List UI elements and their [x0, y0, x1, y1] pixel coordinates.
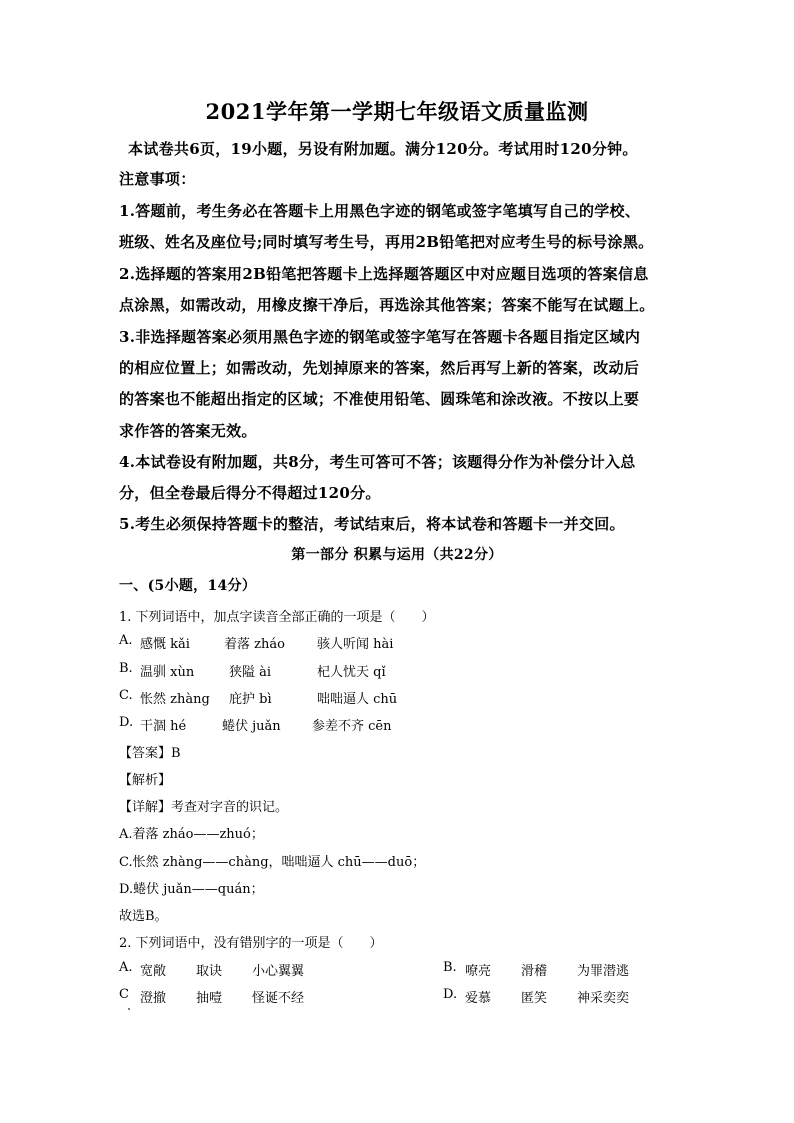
- notice-line: 4.本试卷设有附加题，共8分，考生可答可不答；该题得分作为补偿分计入总: [119, 453, 636, 471]
- q2-option-item: 取诀: [196, 964, 223, 979]
- q2-option-item: 小心翼翼: [252, 964, 305, 979]
- q2-option-label: B.: [443, 960, 457, 975]
- q1-option-label: B.: [119, 661, 133, 676]
- q1-option-item: 骇人听闻 hài: [317, 637, 394, 652]
- notice-line: 5.考生必须保持答题卡的整洁，考试结束后，将本试卷和答题卡一并交回。: [119, 515, 625, 533]
- q1-detail: 【详解】考查对字音的识记。: [119, 800, 289, 815]
- section1-heading: 一、(5小题，14分）: [119, 578, 257, 594]
- q1-analysis-tag: 【解析】: [119, 773, 172, 788]
- notice-heading: 注意事项：: [119, 170, 196, 188]
- page-title: 2021学年第一学期七年级语文质量监测: [205, 99, 589, 124]
- notice-line: 班级、姓名及座位号;同时填写考生号，再用2B铅笔把对应考生号的标号涂黑。: [119, 233, 654, 251]
- q2-option-item: 爱慕: [465, 991, 492, 1006]
- q1-option-item: 参差不齐 cēn: [312, 719, 392, 734]
- q1-explain-line: 故选B。: [119, 909, 168, 924]
- q1-option-item: 着落 zháo: [224, 637, 285, 652]
- q2-option-item: 宽敞: [140, 964, 167, 979]
- q2-option-item: 神采奕奕: [577, 991, 630, 1006]
- notice-line: 的相应位置上；如需改动，先划掉原来的答案，然后再写上新的答案，改动后: [119, 359, 640, 377]
- q2-option-item: 嘹亮: [465, 964, 492, 979]
- q1-option-item: 干涸 hé: [140, 719, 187, 734]
- notice-line: 求作答的答案无效。: [119, 422, 257, 440]
- q2-option-item: 匿笑: [521, 991, 548, 1006]
- q1-explain-line: A.着落 zháo——zhuó；: [119, 827, 264, 842]
- notice-line: 点涂黑，如需改动，用橡皮擦干净后，再选涂其他答案；答案不能写在试题上。: [119, 296, 655, 314]
- q1-explain-line: C.怅然 zhàng——chàng，咄咄逼人 chū——duō；: [119, 855, 426, 870]
- notice-line: 3.非选择题答案必须用黑色字迹的钢笔或签字笔写在答题卡各题目指定区域内: [119, 328, 641, 346]
- notice-line: 1.答题前，考生务必在答题卡上用黑色字迹的钢笔或签字笔填写自己的学校、: [119, 202, 641, 220]
- intro-text: 本试卷共6页，19小题，另设有附加题。满分120分。考试用时120分钟。: [128, 140, 638, 158]
- q2-option-item: 怪诞不经: [252, 991, 305, 1006]
- q2-option-label: C: [119, 987, 129, 1002]
- stray-dot-mark: [128, 1008, 130, 1010]
- q2-option-label: D.: [443, 987, 458, 1002]
- q2-option-item: 滑稽: [521, 964, 548, 979]
- notice-line: 分，但全卷最后得分不得超过120分。: [119, 484, 381, 502]
- part1-heading: 第一部分 积累与运用（共22分）: [291, 547, 503, 563]
- q1-option-label: A.: [119, 633, 133, 648]
- q1-option-item: 庇护 bì: [229, 692, 272, 707]
- q1-option-item: 杞人忧天 qǐ: [317, 665, 386, 680]
- q1-option-label: D.: [119, 715, 134, 730]
- q1-option-item: 狭隘 ài: [229, 665, 272, 680]
- q2-option-item: 抽噎: [196, 991, 223, 1006]
- q1-answer: 【答案】B: [119, 746, 181, 761]
- q2-option-item: 为罪潜逃: [577, 964, 630, 979]
- q2-option-label: A.: [119, 960, 133, 975]
- q1-stem: 1. 下列词语中，加点字读音全部正确的一项是（ ）: [119, 610, 435, 625]
- q1-option-label: C.: [119, 688, 133, 703]
- q1-option-item: 感慨 kǎi: [140, 637, 190, 652]
- notice-line: 2.选择题的答案用2B铅笔把答题卡上选择题答题区中对应题目选项的答案信息: [119, 265, 649, 283]
- q2-stem: 2. 下列词语中，没有错别字的一项是（ ）: [119, 936, 383, 951]
- q1-explain-line: D.蜷伏 juǎn——quán；: [119, 882, 264, 897]
- q1-option-item: 咄咄逼人 chū: [317, 692, 398, 707]
- notice-line: 的答案也不能超出指定的区域；不准使用铅笔、圆珠笔和涂改液。不按以上要: [119, 390, 640, 408]
- q1-option-item: 温驯 xùn: [140, 665, 195, 680]
- q1-option-item: 怅然 zhàng: [140, 692, 210, 707]
- q1-option-item: 蜷伏 juǎn: [222, 719, 281, 734]
- q2-option-item: 澄撤: [140, 991, 167, 1006]
